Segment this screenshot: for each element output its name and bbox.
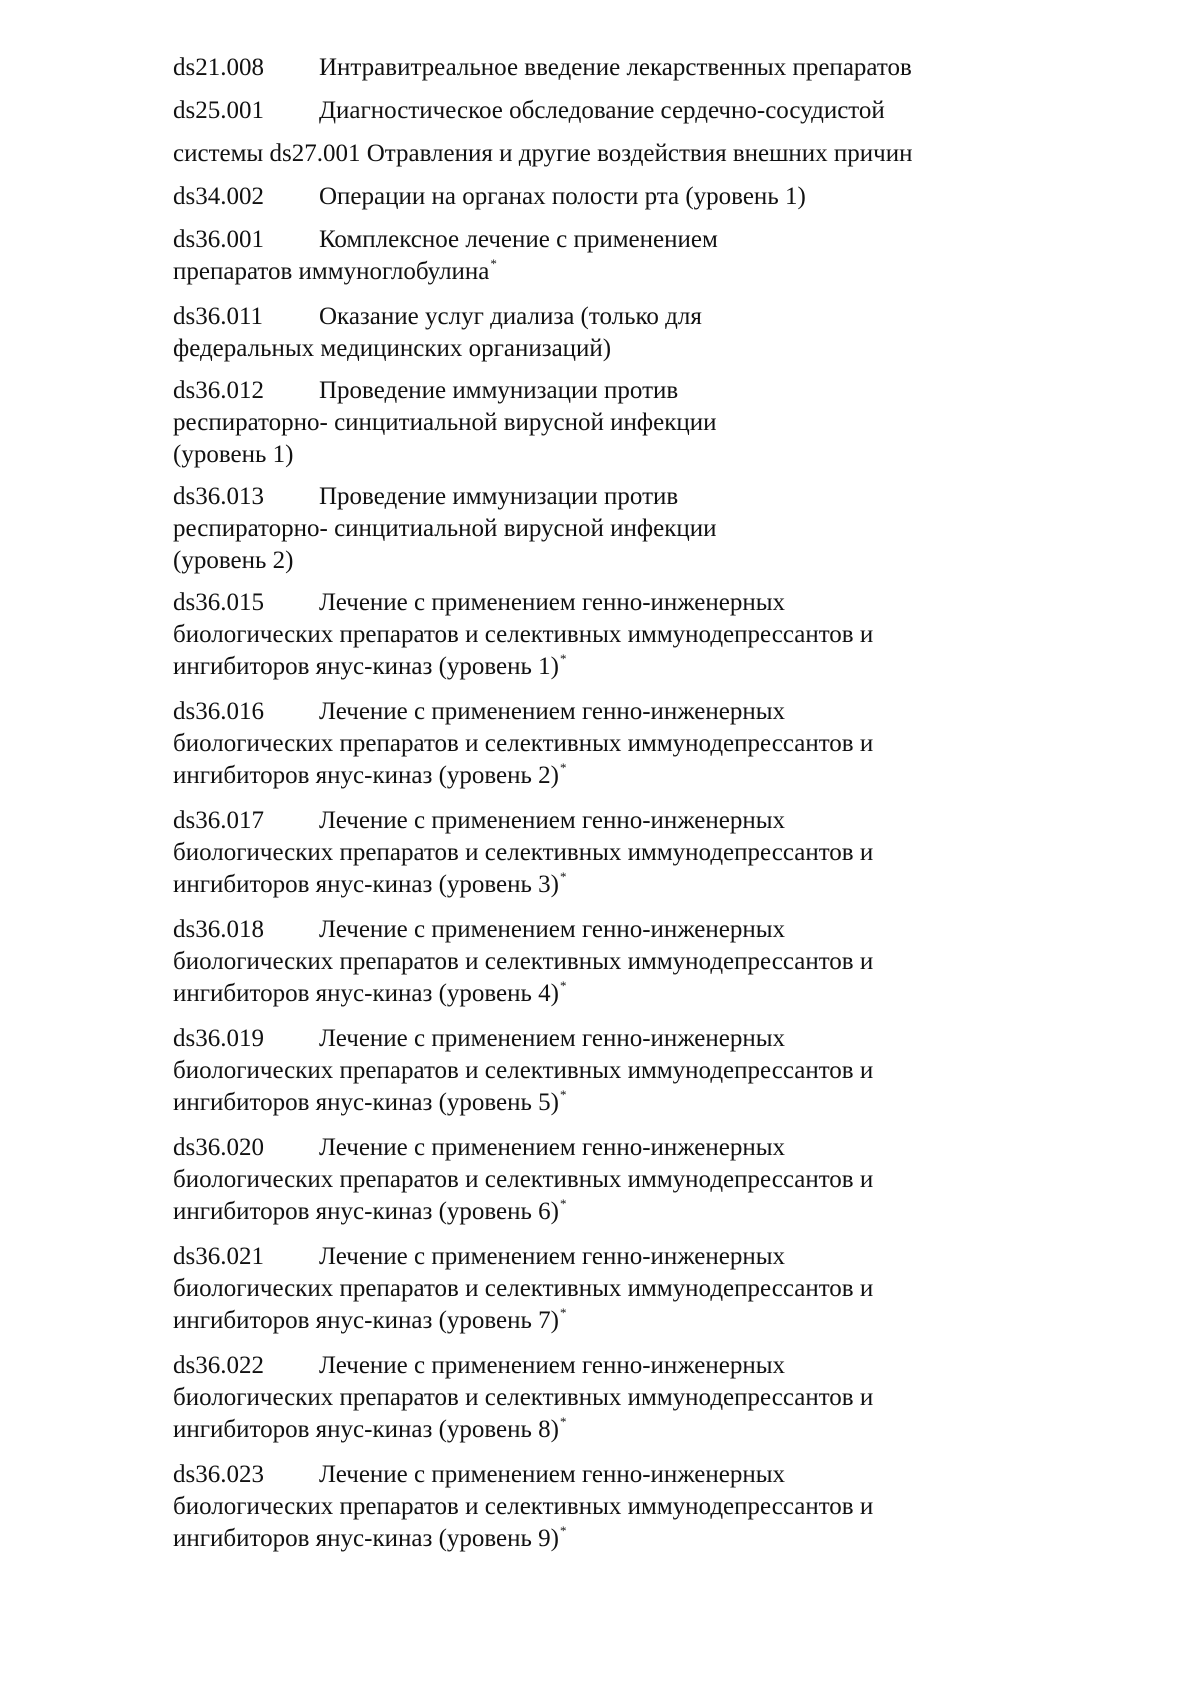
- entry-title: Лечение с применением генно-инженерных: [319, 698, 786, 725]
- entry-continuation-line: [173, 407, 1033, 439]
- entry-code: ds36.018: [173, 916, 264, 943]
- entry-first-line: [173, 52, 1033, 84]
- entry-code: ds36.017: [173, 807, 264, 834]
- entry-code: ds21.008: [173, 54, 264, 81]
- entry-title: Оказание услуг диализа (только для: [319, 303, 702, 330]
- entry-title: Лечение с применением генно-инженерных: [319, 1243, 786, 1270]
- entry-continuation-line: [173, 1164, 1033, 1196]
- list-item: [173, 301, 1033, 365]
- entry-continuation-text: ингибиторов янус-киназ (уровень 7): [173, 1307, 559, 1334]
- entry-continuation-line: [173, 1196, 1033, 1231]
- entry-continuation-line: [173, 1382, 1033, 1414]
- entry-first-line: [173, 481, 1033, 513]
- entry-first-line: [173, 805, 1033, 837]
- entry-continuation-text: препаратов иммуноглобулина: [173, 258, 490, 285]
- entry-code: ds36.015: [173, 589, 264, 616]
- entry-continuation-line: [173, 1491, 1033, 1523]
- entry-continuation-text: биологических препаратов и селективных иммунодепрессантов и: [173, 1493, 874, 1520]
- entry-continuation-text: ингибиторов янус-киназ (уровень 4): [173, 980, 559, 1007]
- entry-title: Лечение с применением генно-инженерных: [319, 1134, 786, 1161]
- entry-continuation-text: ингибиторов янус-киназ (уровень 1): [173, 653, 559, 680]
- list-item: [173, 138, 1033, 170]
- entry-continuation-line: [173, 978, 1033, 1013]
- entry-continuation-text: биологических препаратов и селективных иммунодепрессантов и: [173, 839, 874, 866]
- entry-code: ds36.020: [173, 1134, 264, 1161]
- list-item: [173, 1023, 1033, 1122]
- list-item: [173, 375, 1033, 471]
- entry-first-line: [173, 1350, 1033, 1382]
- entry-continuation-text: (уровень 1): [173, 441, 294, 468]
- entry-continuation-line: [173, 439, 1033, 471]
- entry-continuation-line: [173, 1523, 1033, 1558]
- entry-continuation-text: респираторно- синцитиальной вирусной инфекции: [173, 515, 717, 542]
- entry-continuation-line: [173, 1273, 1033, 1305]
- footnote-marker: *: [560, 1523, 567, 1538]
- entry-continuation-text: федеральных медицинских организаций): [173, 335, 612, 362]
- entry-continuation-text: (уровень 2): [173, 547, 294, 574]
- footnote-marker: *: [490, 256, 497, 271]
- list-item: [173, 224, 1033, 291]
- entry-continuation-text: биологических препаратов и селективных иммунодепрессантов и: [173, 1275, 874, 1302]
- entry-first-line: [173, 696, 1033, 728]
- entry-continuation-text: ингибиторов янус-киназ (уровень 9): [173, 1525, 559, 1552]
- entry-title: Диагностическое обследование сердечно-сосудистой: [319, 97, 885, 124]
- entry-continuation-line: [173, 1055, 1033, 1087]
- entry-code: ds36.022: [173, 1352, 264, 1379]
- entry-first-line: [173, 1459, 1033, 1491]
- entry-continuation-line: [173, 728, 1033, 760]
- entry-continuation-text: биологических препаратов и селективных иммунодепрессантов и: [173, 948, 874, 975]
- entry-first-line: [173, 95, 1033, 127]
- list-item: [173, 805, 1033, 904]
- entry-continuation-text: биологических препаратов и селективных иммунодепрессантов и: [173, 1166, 874, 1193]
- entry-continuation-text: ингибиторов янус-киназ (уровень 2): [173, 762, 559, 789]
- list-item: [173, 181, 1033, 213]
- entry-code: ds36.012: [173, 377, 264, 404]
- entry-first-line: [173, 1023, 1033, 1055]
- entry-title: Лечение с применением генно-инженерных: [319, 916, 786, 943]
- entry-code: ds34.002: [173, 183, 264, 210]
- entry-continuation-text: биологических препаратов и селективных иммунодепрессантов и: [173, 730, 874, 757]
- list-item: [173, 914, 1033, 1013]
- entry-title: Операции на органах полости рта (уровень 1): [319, 183, 806, 210]
- entry-code: ds27.001: [269, 140, 361, 167]
- entry-continuation-line: [173, 513, 1033, 545]
- entry-continuation-line: [173, 869, 1033, 904]
- entry-list: [173, 52, 1033, 1568]
- entry-code: ds25.001: [173, 97, 264, 124]
- list-item: [173, 1459, 1033, 1558]
- entry-first-line: [173, 587, 1033, 619]
- entry-continuation-line: [173, 619, 1033, 651]
- entry-continuation-text: ингибиторов янус-киназ (уровень 5): [173, 1089, 559, 1116]
- entry-title: Лечение с применением генно-инженерных: [319, 589, 786, 616]
- entry-continuation-text: биологических препаратов и селективных иммунодепрессантов и: [173, 621, 874, 648]
- entry-title: Лечение с применением генно-инженерных: [319, 807, 786, 834]
- entry-prefix: системы: [173, 140, 270, 167]
- list-item: [173, 52, 1033, 84]
- entry-continuation-line: [173, 1305, 1033, 1340]
- entry-continuation-line: [173, 760, 1033, 795]
- footnote-marker: *: [560, 1196, 567, 1211]
- entry-first-line: [173, 181, 1033, 213]
- entry-title: Лечение с применением генно-инженерных: [319, 1025, 786, 1052]
- list-item: [173, 587, 1033, 686]
- entry-continuation-line: [173, 1087, 1033, 1122]
- entry-continuation-text: биологических препаратов и селективных иммунодепрессантов и: [173, 1057, 874, 1084]
- entry-continuation-line: [173, 545, 1033, 577]
- list-item: [173, 1241, 1033, 1340]
- entry-code: ds36.021: [173, 1243, 264, 1270]
- footnote-marker: *: [560, 651, 567, 666]
- list-item: [173, 1350, 1033, 1449]
- entry-title: Лечение с применением генно-инженерных: [319, 1461, 786, 1488]
- entry-first-line: [173, 301, 1033, 333]
- entry-first-line: [173, 138, 1033, 170]
- footnote-marker: *: [560, 1305, 567, 1320]
- list-item: [173, 95, 1033, 127]
- entry-first-line: [173, 375, 1033, 407]
- entry-first-line: [173, 914, 1033, 946]
- entry-continuation-line: [173, 333, 1033, 365]
- entry-title: Интравитреальное введение лекарственных препаратов: [319, 54, 912, 81]
- entry-code: ds36.023: [173, 1461, 264, 1488]
- entry-continuation-text: ингибиторов янус-киназ (уровень 3): [173, 871, 559, 898]
- entry-continuation-text: биологических препаратов и селективных иммунодепрессантов и: [173, 1384, 874, 1411]
- list-item: [173, 1132, 1033, 1231]
- entry-continuation-line: [173, 1414, 1033, 1449]
- entry-code: ds36.011: [173, 303, 264, 330]
- entry-continuation-line: [173, 837, 1033, 869]
- footnote-marker: *: [560, 1414, 567, 1429]
- entry-title: Проведение иммунизации против: [319, 377, 679, 404]
- entry-title: Проведение иммунизации против: [319, 483, 679, 510]
- entry-continuation-text: ингибиторов янус-киназ (уровень 6): [173, 1198, 559, 1225]
- entry-first-line: [173, 1241, 1033, 1273]
- entry-title: Отравления и другие воздействия внешних причин: [360, 140, 913, 167]
- entry-first-line: [173, 224, 1033, 256]
- entry-continuation-text: респираторно- синцитиальной вирусной инфекции: [173, 409, 717, 436]
- list-item: [173, 481, 1033, 577]
- footnote-marker: *: [560, 760, 567, 775]
- entry-title: Комплексное лечение с применением: [319, 226, 718, 253]
- entry-continuation-line: [173, 651, 1033, 686]
- entry-title: Лечение с применением генно-инженерных: [319, 1352, 786, 1379]
- entry-code: ds36.016: [173, 698, 264, 725]
- footnote-marker: *: [560, 869, 567, 884]
- entry-code: ds36.013: [173, 483, 264, 510]
- footnote-marker: *: [560, 978, 567, 993]
- entry-continuation-line: [173, 946, 1033, 978]
- entry-first-line: [173, 1132, 1033, 1164]
- list-item: [173, 696, 1033, 795]
- footnote-marker: *: [560, 1087, 567, 1102]
- entry-code: ds36.001: [173, 226, 264, 253]
- entry-code: ds36.019: [173, 1025, 264, 1052]
- entry-continuation-line: [173, 256, 1033, 291]
- entry-continuation-text: ингибиторов янус-киназ (уровень 8): [173, 1416, 559, 1443]
